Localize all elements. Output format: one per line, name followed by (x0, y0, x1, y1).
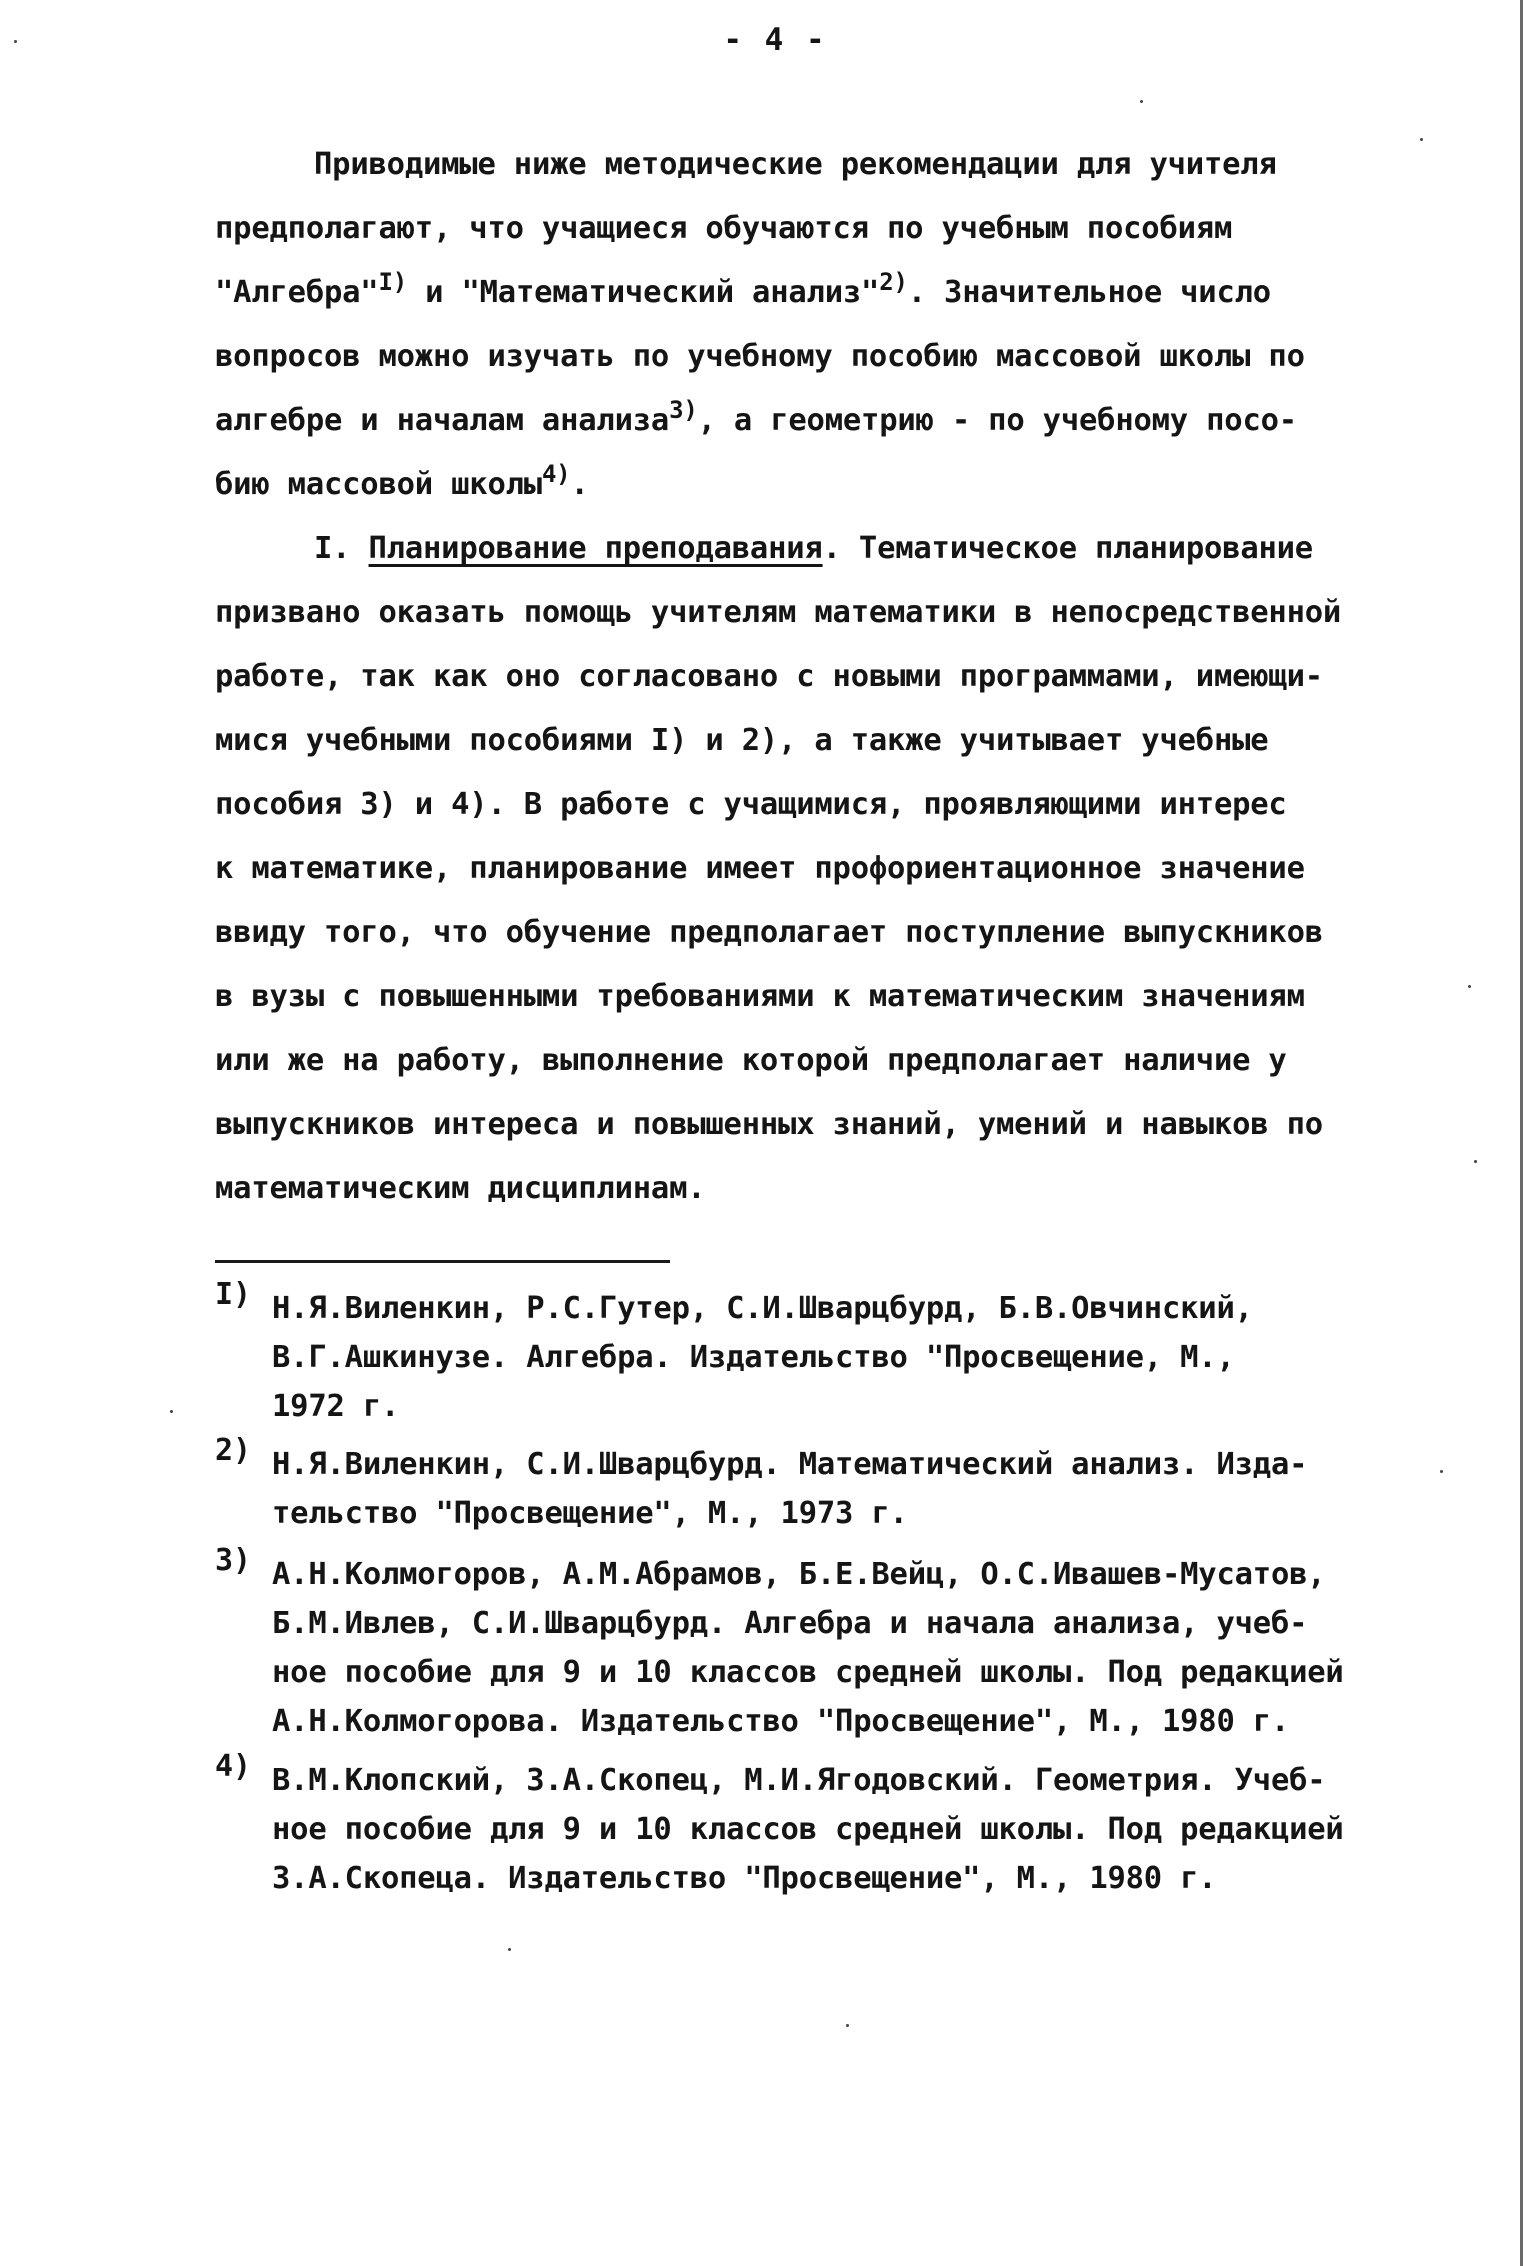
footnote-ref-2: 2) (879, 268, 908, 296)
section1-first-line (314, 530, 1313, 568)
footnote-marker-4: 4) (215, 1749, 252, 1784)
section1-heading: Планирование преподавания (368, 531, 823, 566)
footnote-3-line: А.Н.Колмогорова. Издательство "Просвещение", М., 1980 г. (272, 1704, 1290, 1739)
footnote-ref-3: 3) (669, 396, 698, 424)
footnote-3-line: А.Н.Колмогоров, А.М.Абрамов, Б.Е.Вейц, О.С.Ивашев-Мусатов, (272, 1557, 1326, 1592)
footnote-1-line: В.Г.Ашкинузе. Алгебра. Издательство "Просвещение, М., (272, 1340, 1235, 1375)
footnote-4-line: З.А.Скопеца. Издательство "Просвещение", М., 1980 г. (272, 1861, 1217, 1896)
section1-line: пособия 3) и 4). В работе с учащимися, проявляющими интерес (215, 787, 1287, 822)
section1-line: ввиду того, что обучение предполагает поступление выпускников (215, 915, 1323, 950)
footnote-1-line: Н.Я.Виленкин, Р.С.Гутер, С.И.Шварцбурд, Б.В.Овчинский, (272, 1291, 1253, 1326)
footnote-marker-2: 2) (215, 1433, 252, 1468)
section1-line: математическим дисциплинам. (215, 1171, 706, 1206)
footnote-ref-4: 4) (541, 460, 571, 488)
intro-line-6 (215, 460, 589, 505)
scan-speck (1440, 1470, 1443, 1473)
section1-line: к математике, планирование имеет профориентационное значение (215, 851, 1305, 886)
intro-line-3-c: . Значительное число (907, 275, 1271, 310)
intro-line-2: предполагают, что учащиеся обучаются по учебным пособиям (215, 211, 1233, 246)
footnote-ref-1: I) (378, 268, 407, 296)
footnote-2-line: тельство "Просвещение", М., 1973 г. (272, 1496, 908, 1531)
scan-speck (14, 40, 17, 43)
section1-line: призвано оказать помощь учителям математики в непосредственной (215, 595, 1342, 630)
section1-line: или же на работу, выполнение которой предполагает наличие у (215, 1043, 1287, 1078)
intro-line-4: вопросов можно изучать по учебному пособию массовой школы по (215, 339, 1305, 374)
intro-line-3-a: "Алгебра" (215, 275, 379, 310)
section1-line: выпускников интереса и повышенных знаний, умений и навыков по (215, 1107, 1323, 1142)
scan-speck (1474, 1160, 1477, 1163)
scan-speck (1468, 985, 1471, 988)
footnote-2-line: Н.Я.Виленкин, С.И.Шварцбурд. Математический анализ. Изда- (272, 1447, 1308, 1482)
footnote-1-line: 1972 г. (272, 1389, 400, 1424)
scan-speck (508, 1948, 511, 1951)
footnote-marker-3: 3) (215, 1543, 252, 1578)
footnote-3-line: ное пособие для 9 и 10 классов средней школы. Под редакцией (272, 1655, 1344, 1690)
footnote-3-line: Б.М.Ивлев, С.И.Шварцбурд. Алгебра и начала анализа, учеб- (272, 1606, 1308, 1641)
section1-line: работе, так как оно согласовано с новыми программами, имеющи- (215, 659, 1323, 694)
intro-line-3 (215, 268, 1271, 313)
intro-line-3-b: и "Математический анализ" (406, 275, 880, 310)
intro-line-1: Приводимые ниже методические рекомендации для учителя (314, 147, 1277, 182)
scan-speck (1140, 100, 1143, 103)
section1-line: в вузы с повышенными требованиями к математическим значениям (215, 979, 1305, 1014)
intro-line-5 (215, 396, 1297, 441)
footnote-separator (215, 1260, 670, 1263)
section1-number: I. (314, 531, 369, 566)
footnote-4-line: В.М.Клопский, З.А.Скопец, М.И.Ягодовский. Геометрия. Учеб- (272, 1763, 1326, 1798)
section1-line-1-rest: . Тематическое планирование (822, 531, 1313, 566)
section1-line: мися учебными пособиями I) и 2), а также учитывает учебные (215, 723, 1269, 758)
intro-line-6-b: . (570, 467, 589, 502)
intro-line-6-a: бию массовой школы (215, 467, 542, 502)
footnote-4-line: ное пособие для 9 и 10 классов средней школы. Под редакцией (272, 1812, 1344, 1847)
intro-line-5-a: алгебре и началам анализа (215, 403, 670, 438)
scan-speck (1420, 138, 1423, 141)
scan-speck (170, 1410, 173, 1413)
page-number: - 4 - (723, 22, 827, 58)
intro-line-5-b: , а геометрию - по учебному посо- (697, 403, 1297, 438)
footnote-marker-1: I) (215, 1277, 252, 1312)
scan-speck (846, 2024, 849, 2027)
